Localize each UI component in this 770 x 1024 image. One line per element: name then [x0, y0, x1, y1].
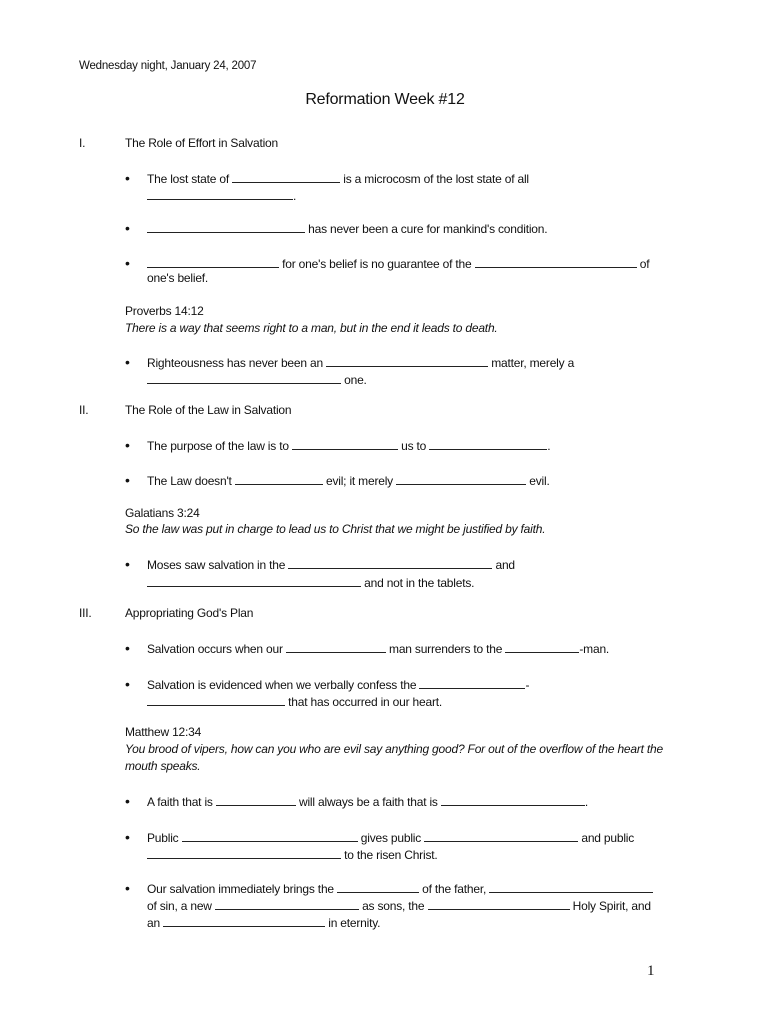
section-1-numeral: I. [79, 136, 86, 150]
section-3-numeral: III. [79, 606, 92, 620]
answer-blank [441, 794, 585, 806]
s3-b5-line2: of sin, a new as sons, the Holy Spirit, and [147, 899, 651, 913]
bullet-icon: • [125, 793, 130, 809]
answer-blank [326, 355, 488, 367]
verse-reference: Proverbs 14:12 [125, 304, 204, 318]
s1-b3-line2: one's belief. [147, 271, 209, 285]
verse-text: There is a way that seems right to a man, but in the end it leads to death. [125, 321, 498, 335]
answer-blank [419, 677, 525, 689]
verse-reference: Galatians 3:24 [125, 506, 200, 520]
answer-blank [428, 898, 570, 910]
s3-b1-line1: Salvation occurs when our man surrenders to the -man. [147, 642, 610, 656]
answer-blank [147, 372, 341, 384]
bullet-icon: • [125, 556, 130, 572]
answer-blank [147, 575, 361, 587]
bullet-icon: • [125, 255, 130, 271]
answer-blank [147, 256, 279, 268]
s1-b2-line1: has never been a cure for mankind's condition. [147, 221, 547, 236]
answer-blank [215, 898, 359, 910]
bullet-icon: • [125, 437, 130, 453]
bullet-icon: • [125, 472, 130, 488]
answer-blank [147, 694, 285, 706]
s3-b5-line3: an in eternity. [147, 916, 381, 930]
answer-blank [505, 641, 579, 653]
s3-b4-line2: to the risen Christ. [147, 847, 438, 862]
answer-blank [475, 256, 637, 268]
s1-b1-line1: The lost state of is a microcosm of the lost state of all [147, 172, 529, 186]
document-date: Wednesday night, January 24, 2007 [79, 60, 257, 72]
page-number: 1 [647, 963, 655, 979]
answer-blank [232, 171, 340, 183]
bullet-icon: • [125, 640, 130, 656]
answer-blank [147, 847, 341, 859]
bullet-icon: • [125, 829, 130, 845]
verse-text: So the law was put in charge to lead us to Christ that we might be justified by faith. [125, 522, 546, 536]
s1-b1-line2: . [147, 188, 296, 203]
bullet-icon: • [125, 354, 130, 370]
answer-blank [286, 641, 386, 653]
s1-b3-line1: for one's belief is no guarantee of the of [147, 256, 649, 271]
s1-b4-line2: one. [147, 372, 367, 387]
s2-b3-line2: and not in the tablets. [147, 575, 474, 590]
answer-blank [288, 557, 492, 569]
bullet-icon: • [125, 880, 130, 896]
verse-reference: Matthew 12:34 [125, 725, 202, 739]
answer-blank [429, 438, 547, 450]
answer-blank [147, 188, 293, 200]
section-1-heading: The Role of Effort in Salvation [125, 136, 278, 150]
answer-blank [292, 438, 398, 450]
answer-blank [396, 473, 526, 485]
s3-b5-line1: Our salvation immediately brings the of the father, [147, 881, 653, 896]
s2-b3-line1: Moses saw salvation in the and [147, 558, 515, 572]
s3-b2-line1: Salvation is evidenced when we verbally confess the - [147, 678, 530, 692]
verse-text-line1: You brood of vipers, how can you who are evil say anything good? For out of the overflow of the heart the [125, 742, 664, 756]
section-2-heading: The Role of the Law in Salvation [125, 403, 292, 417]
s2-b2-line1: The Law doesn't evil; it merely evil. [147, 474, 550, 488]
s3-b2-line2: that has occurred in our heart. [147, 694, 442, 709]
answer-blank [235, 473, 323, 485]
answer-blank [147, 221, 305, 233]
s3-b4-line1: Public gives public and public [147, 831, 635, 845]
s2-b1-line1: The purpose of the law is to us to . [147, 439, 551, 453]
answer-blank [489, 881, 653, 893]
answer-blank [424, 830, 578, 842]
bullet-icon: • [125, 220, 130, 236]
answer-blank [182, 830, 358, 842]
section-3-heading: Appropriating God's Plan [125, 606, 254, 620]
answer-blank [216, 794, 296, 806]
page-title: Reformation Week #12 [305, 91, 465, 108]
verse-text-line2: mouth speaks. [125, 759, 201, 773]
answer-blank [337, 881, 419, 893]
section-2-numeral: II. [79, 403, 89, 417]
s1-b4-line1: Righteousness has never been an matter, merely a [147, 356, 575, 370]
bullet-icon: • [125, 170, 130, 186]
s3-b3-line1: A faith that is will always be a faith that is . [147, 795, 589, 809]
bullet-icon: • [125, 676, 130, 692]
answer-blank [163, 915, 325, 927]
